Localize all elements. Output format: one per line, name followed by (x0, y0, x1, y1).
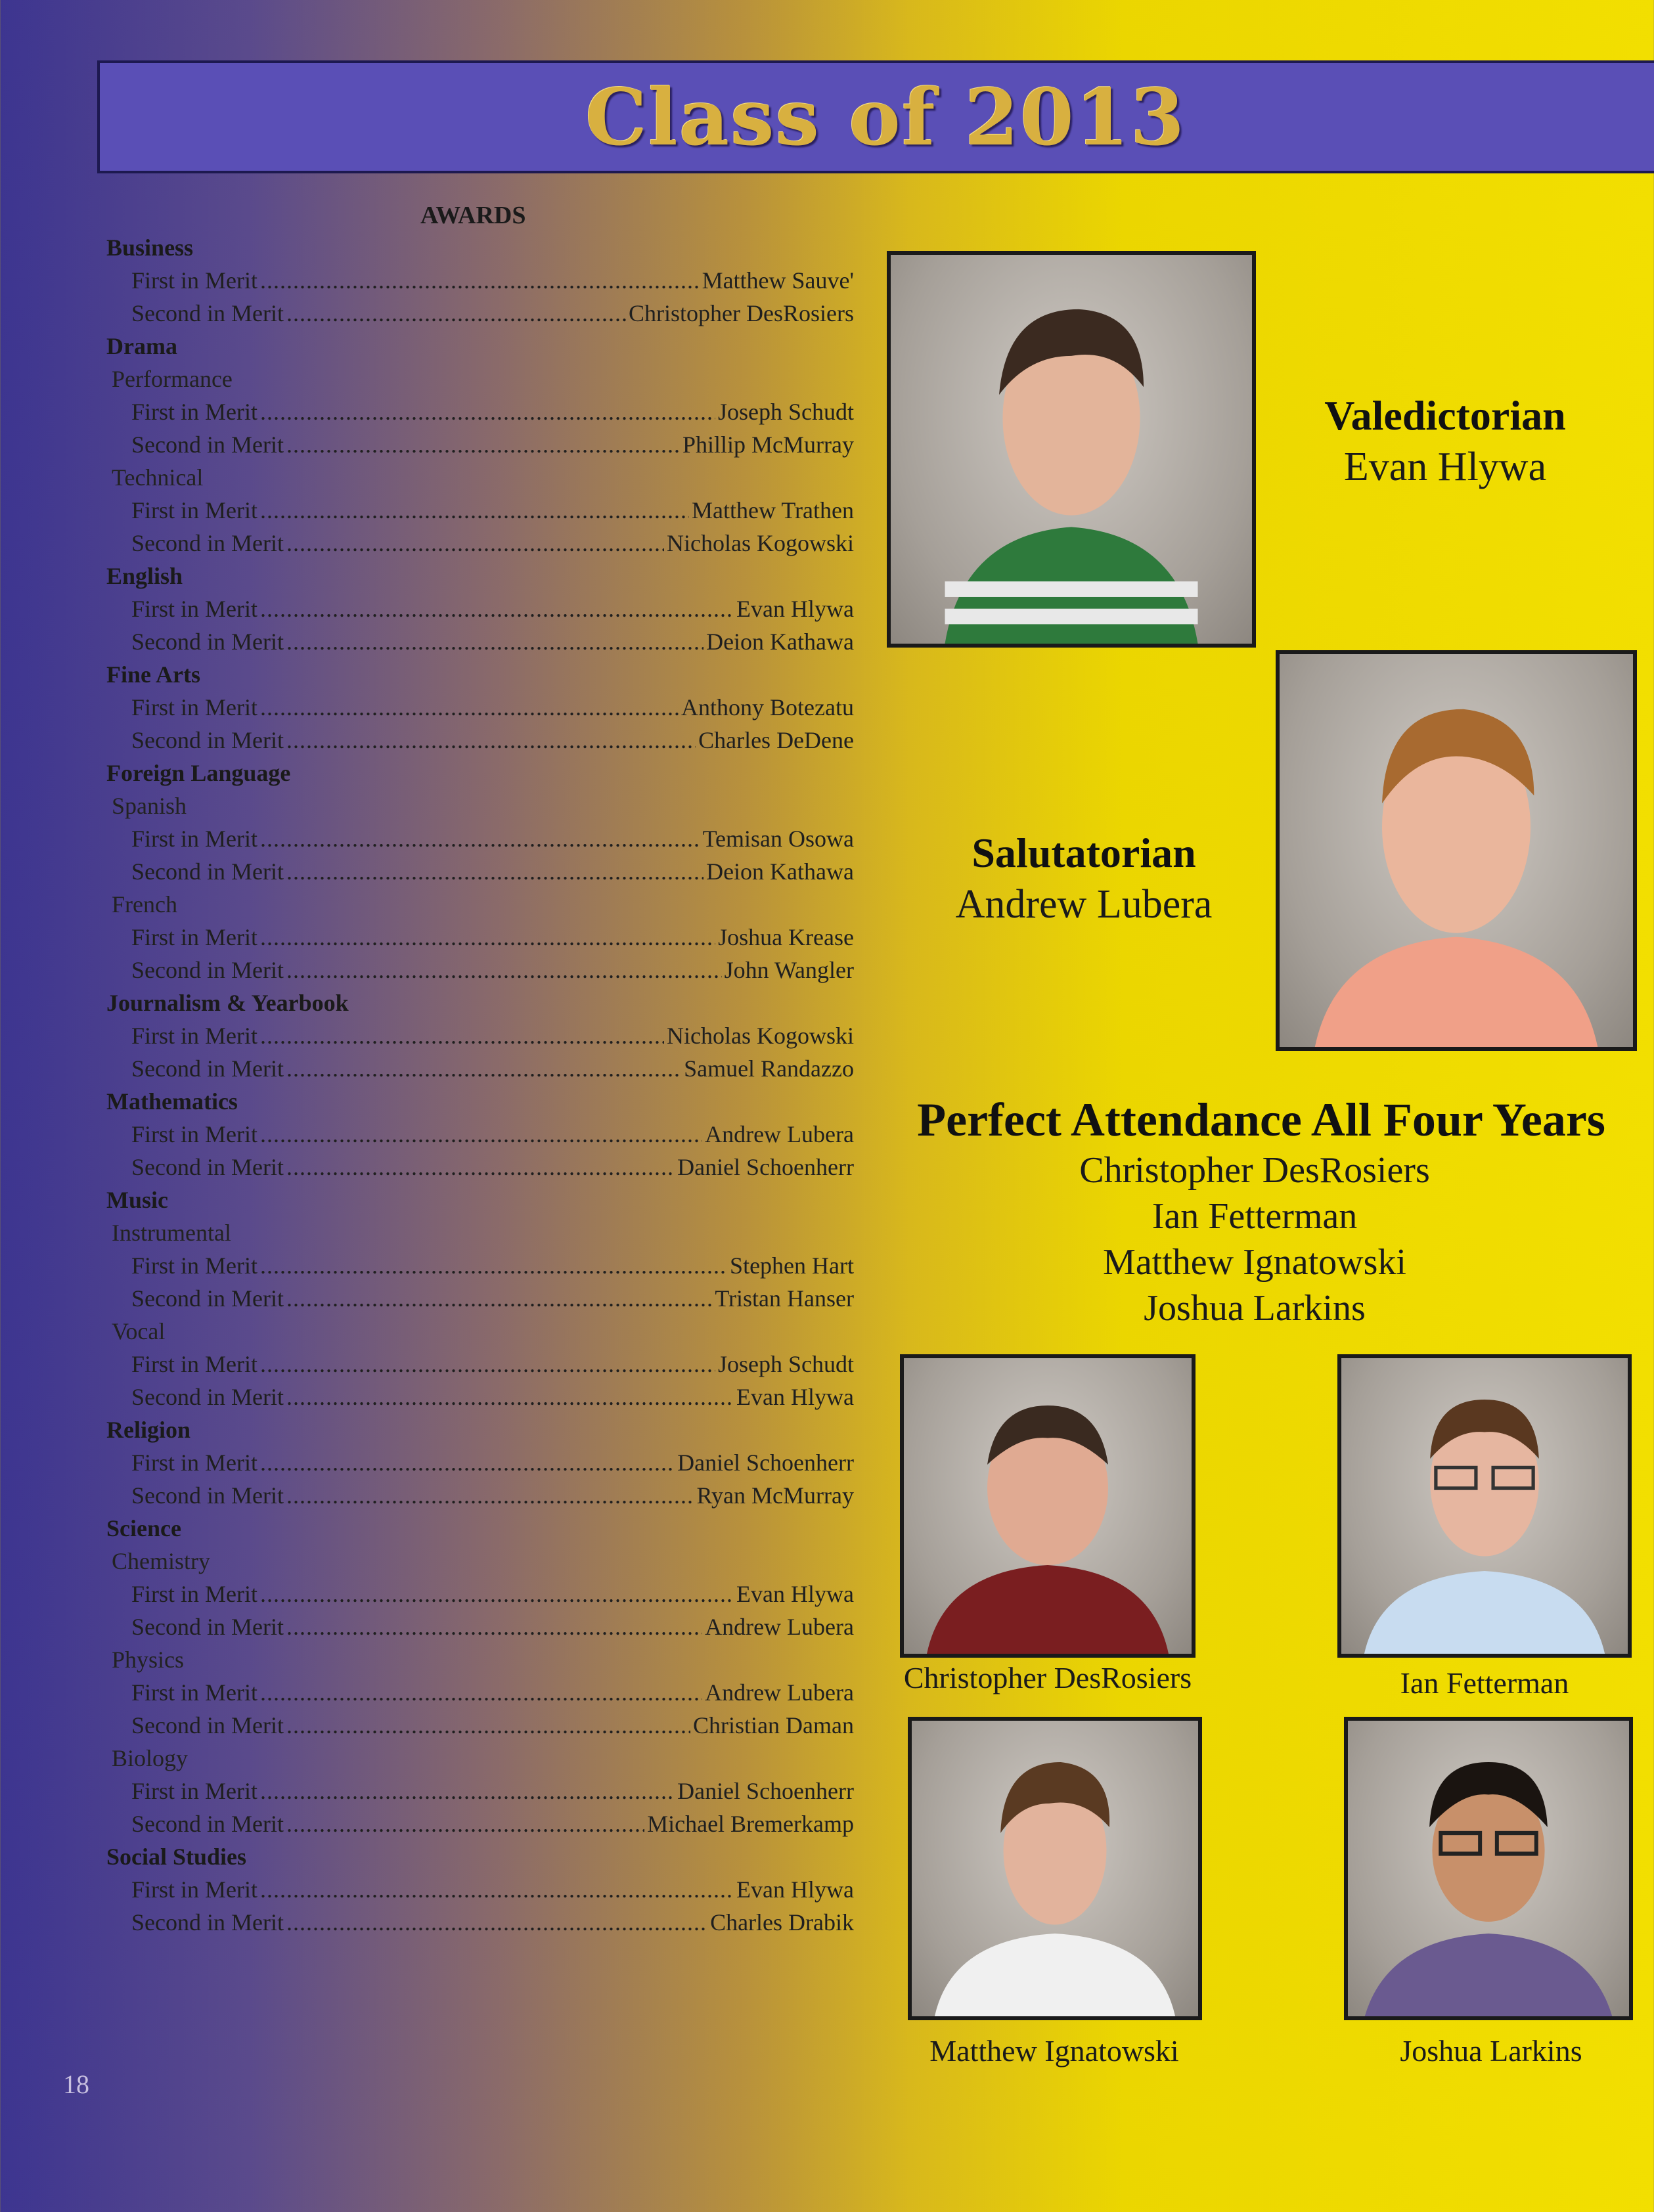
valedictorian-name: Evan Hlywa (1343, 445, 1547, 489)
award-row (99, 1873, 854, 1906)
award-recipient: Christopher DesRosiers (629, 300, 854, 326)
awards-list (99, 231, 854, 1939)
dot-leader (260, 1676, 702, 1709)
award-rank: First in Merit (131, 1121, 258, 1147)
dot-leader (286, 1479, 694, 1512)
attendance-title: Perfect Attendance All Four Years (917, 1094, 1605, 1146)
dot-leader (260, 264, 700, 297)
award-rank: First in Merit (131, 399, 258, 425)
portrait-placeholder-icon (912, 1721, 1198, 2016)
award-recipient: Charles DeDene (698, 727, 854, 753)
photo-caption: Ian Fetterman (1400, 1666, 1569, 1700)
dot-leader (260, 1775, 675, 1807)
award-rank: Second in Merit (131, 1285, 284, 1312)
award-row (99, 494, 854, 527)
award-subcategory: Chemistry (112, 1548, 210, 1574)
dot-leader (260, 592, 734, 625)
photo-caption: Matthew Ignatowski (929, 2034, 1179, 2068)
award-row (99, 1249, 854, 1282)
award-recipient: Nicholas Kogowski (667, 530, 854, 556)
award-row (99, 1807, 854, 1840)
dot-leader (286, 1282, 712, 1315)
award-row (99, 592, 854, 625)
attendance-photo (1337, 1354, 1632, 1658)
award-row (99, 1019, 854, 1052)
dot-leader (286, 1151, 675, 1183)
award-rank: First in Merit (131, 267, 258, 294)
dot-leader (286, 527, 664, 560)
page-banner (97, 60, 1654, 173)
award-subcategory: Vocal (112, 1318, 166, 1344)
dot-leader (286, 1709, 690, 1742)
award-rank: First in Merit (131, 1449, 258, 1476)
award-row (99, 395, 854, 428)
award-recipient: Samuel Randazzo (684, 1055, 854, 1082)
award-row (99, 1118, 854, 1151)
award-subcategory: Physics (112, 1647, 185, 1673)
award-rank: First in Merit (131, 596, 258, 622)
portrait-placeholder-icon (1341, 1358, 1628, 1654)
award-row (99, 625, 854, 658)
dot-leader (286, 428, 680, 461)
award-category: Fine Arts (106, 661, 200, 688)
dot-leader (260, 1019, 664, 1052)
award-recipient: John Wangler (724, 957, 854, 983)
dot-leader (286, 1610, 702, 1643)
award-rank: Second in Merit (131, 431, 284, 458)
dot-leader (260, 1873, 734, 1906)
award-rank: First in Merit (131, 1023, 258, 1049)
award-row (99, 1446, 854, 1479)
award-rank: Second in Merit (131, 858, 284, 885)
award-recipient: Deion Kathawa (706, 858, 854, 885)
award-subcategory: Biology (112, 1745, 189, 1771)
dot-leader (286, 1906, 707, 1939)
award-row (99, 1709, 854, 1742)
award-rank: Second in Merit (131, 300, 284, 326)
award-row (99, 1052, 854, 1085)
award-row (99, 1906, 854, 1939)
award-row (99, 1151, 854, 1183)
attendance-photo (1344, 1717, 1633, 2020)
attendance-name: Ian Fetterman (1151, 1196, 1358, 1237)
award-subcategory: Spanish (112, 793, 187, 819)
award-row (99, 691, 854, 724)
award-recipient: Christian Daman (693, 1712, 854, 1738)
attendance-photo (908, 1717, 1202, 2020)
attendance-name: Matthew Ignatowski (1103, 1242, 1406, 1283)
dot-leader (260, 1446, 675, 1479)
award-recipient: Evan Hlywa (736, 1581, 854, 1607)
salutatorian-photo (1276, 650, 1637, 1051)
portrait-placeholder-icon (1348, 1721, 1629, 2016)
award-rank: First in Merit (131, 1252, 258, 1279)
portrait-placeholder-icon (904, 1358, 1192, 1654)
dot-leader (260, 1578, 734, 1610)
award-recipient: Temisan Osowa (702, 826, 854, 852)
dot-leader (286, 855, 704, 888)
award-recipient: Andrew Lubera (705, 1679, 854, 1706)
award-recipient: Evan Hlywa (736, 1876, 854, 1903)
award-rank: First in Merit (131, 1581, 258, 1607)
attendance-name: Christopher DesRosiers (1079, 1150, 1430, 1191)
award-row (99, 297, 854, 330)
dot-leader (286, 1381, 734, 1413)
award-rank: Second in Merit (131, 1154, 284, 1180)
award-row (99, 921, 854, 954)
award-recipient: Ryan McMurray (696, 1482, 854, 1509)
dot-leader (260, 395, 715, 428)
award-rank: Second in Merit (131, 1384, 284, 1410)
award-rank: First in Merit (131, 826, 258, 852)
dot-leader (260, 921, 715, 954)
award-row (99, 1381, 854, 1413)
award-recipient: Charles Drabik (710, 1909, 854, 1936)
award-rank: Second in Merit (131, 1482, 284, 1509)
award-recipient: Joseph Schudt (718, 1351, 854, 1377)
award-row (99, 1610, 854, 1643)
award-category: Business (106, 234, 194, 261)
portrait-placeholder-icon (1280, 654, 1633, 1047)
page-title: Class of 2013 (585, 71, 1186, 163)
dot-leader (286, 297, 626, 330)
photo-caption: Joshua Larkins (1400, 2034, 1582, 2068)
award-category: Journalism & Yearbook (106, 990, 349, 1016)
award-row (99, 954, 854, 986)
award-rank: First in Merit (131, 1351, 258, 1377)
awards-heading: AWARDS (420, 202, 526, 229)
award-category: Social Studies (106, 1844, 247, 1870)
award-recipient: Matthew Sauve' (702, 267, 854, 294)
salutatorian-title: Salutatorian (972, 830, 1196, 876)
attendance-name: Joshua Larkins (1144, 1288, 1366, 1329)
award-category: Mathematics (106, 1088, 238, 1115)
award-rank: Second in Merit (131, 1712, 284, 1738)
award-row (99, 527, 854, 560)
award-rank: First in Merit (131, 1876, 258, 1903)
award-row (99, 822, 854, 855)
award-row (99, 724, 854, 757)
award-rank: First in Merit (131, 1778, 258, 1804)
dot-leader (260, 691, 679, 724)
photo-caption: Christopher DesRosiers (903, 1661, 1192, 1694)
award-recipient: Nicholas Kogowski (667, 1023, 854, 1049)
award-rank: Second in Merit (131, 1055, 284, 1082)
dot-leader (286, 1807, 644, 1840)
award-recipient: Deion Kathawa (706, 629, 854, 655)
award-recipient: Anthony Botezatu (681, 694, 854, 720)
award-rank: Second in Merit (131, 1811, 284, 1837)
salutatorian-name: Andrew Lubera (955, 882, 1213, 927)
award-category: English (106, 563, 183, 589)
dot-leader (260, 1249, 727, 1282)
dot-leader (260, 1348, 715, 1381)
award-recipient: Evan Hlywa (736, 596, 854, 622)
award-subcategory: French (112, 891, 177, 918)
award-row (99, 1775, 854, 1807)
dot-leader (286, 1052, 681, 1085)
dot-leader (286, 625, 704, 658)
award-subcategory: Performance (112, 366, 233, 392)
award-row (99, 1578, 854, 1610)
award-row (99, 428, 854, 461)
dot-leader (260, 1118, 702, 1151)
dot-leader (260, 822, 700, 855)
award-recipient: Matthew Trathen (692, 497, 854, 523)
attendance-photo (900, 1354, 1196, 1658)
award-rank: First in Merit (131, 497, 258, 523)
award-recipient: Joseph Schudt (718, 399, 854, 425)
award-recipient: Stephen Hart (730, 1252, 854, 1279)
award-category: Religion (106, 1417, 191, 1443)
award-recipient: Michael Bremerkamp (647, 1811, 854, 1837)
dot-leader (260, 494, 689, 527)
award-rank: First in Merit (131, 924, 258, 950)
page-number: 18 (63, 2069, 89, 2099)
award-rank: Second in Merit (131, 629, 284, 655)
award-row (99, 1282, 854, 1315)
award-recipient: Tristan Hanser (715, 1285, 854, 1312)
dot-leader (286, 724, 696, 757)
award-rank: First in Merit (131, 694, 258, 720)
award-row (99, 264, 854, 297)
dot-leader (286, 954, 722, 986)
valedictorian-title: Valedictorian (1324, 392, 1566, 439)
award-category: Foreign Language (106, 760, 291, 786)
award-category: Science (106, 1515, 181, 1541)
award-rank: Second in Merit (131, 957, 284, 983)
award-rank: First in Merit (131, 1679, 258, 1706)
award-recipient: Joshua Krease (718, 924, 854, 950)
award-rank: Second in Merit (131, 530, 284, 556)
award-rank: Second in Merit (131, 1614, 284, 1640)
portrait-placeholder-icon (891, 255, 1252, 644)
award-category: Music (106, 1187, 168, 1213)
award-recipient: Evan Hlywa (736, 1384, 854, 1410)
award-row (99, 1348, 854, 1381)
award-recipient: Daniel Schoenherr (677, 1778, 854, 1804)
award-subcategory: Technical (112, 464, 204, 491)
award-rank: Second in Merit (131, 1909, 284, 1936)
award-row (99, 855, 854, 888)
award-subcategory: Instrumental (112, 1220, 231, 1246)
award-row (99, 1479, 854, 1512)
award-category: Drama (106, 333, 177, 359)
valedictorian-photo (887, 251, 1256, 648)
award-recipient: Andrew Lubera (705, 1614, 854, 1640)
award-recipient: Andrew Lubera (705, 1121, 854, 1147)
award-recipient: Daniel Schoenherr (677, 1449, 854, 1476)
award-recipient: Phillip McMurray (682, 431, 854, 458)
award-rank: Second in Merit (131, 727, 284, 753)
award-recipient: Daniel Schoenherr (677, 1154, 854, 1180)
award-row (99, 1676, 854, 1709)
